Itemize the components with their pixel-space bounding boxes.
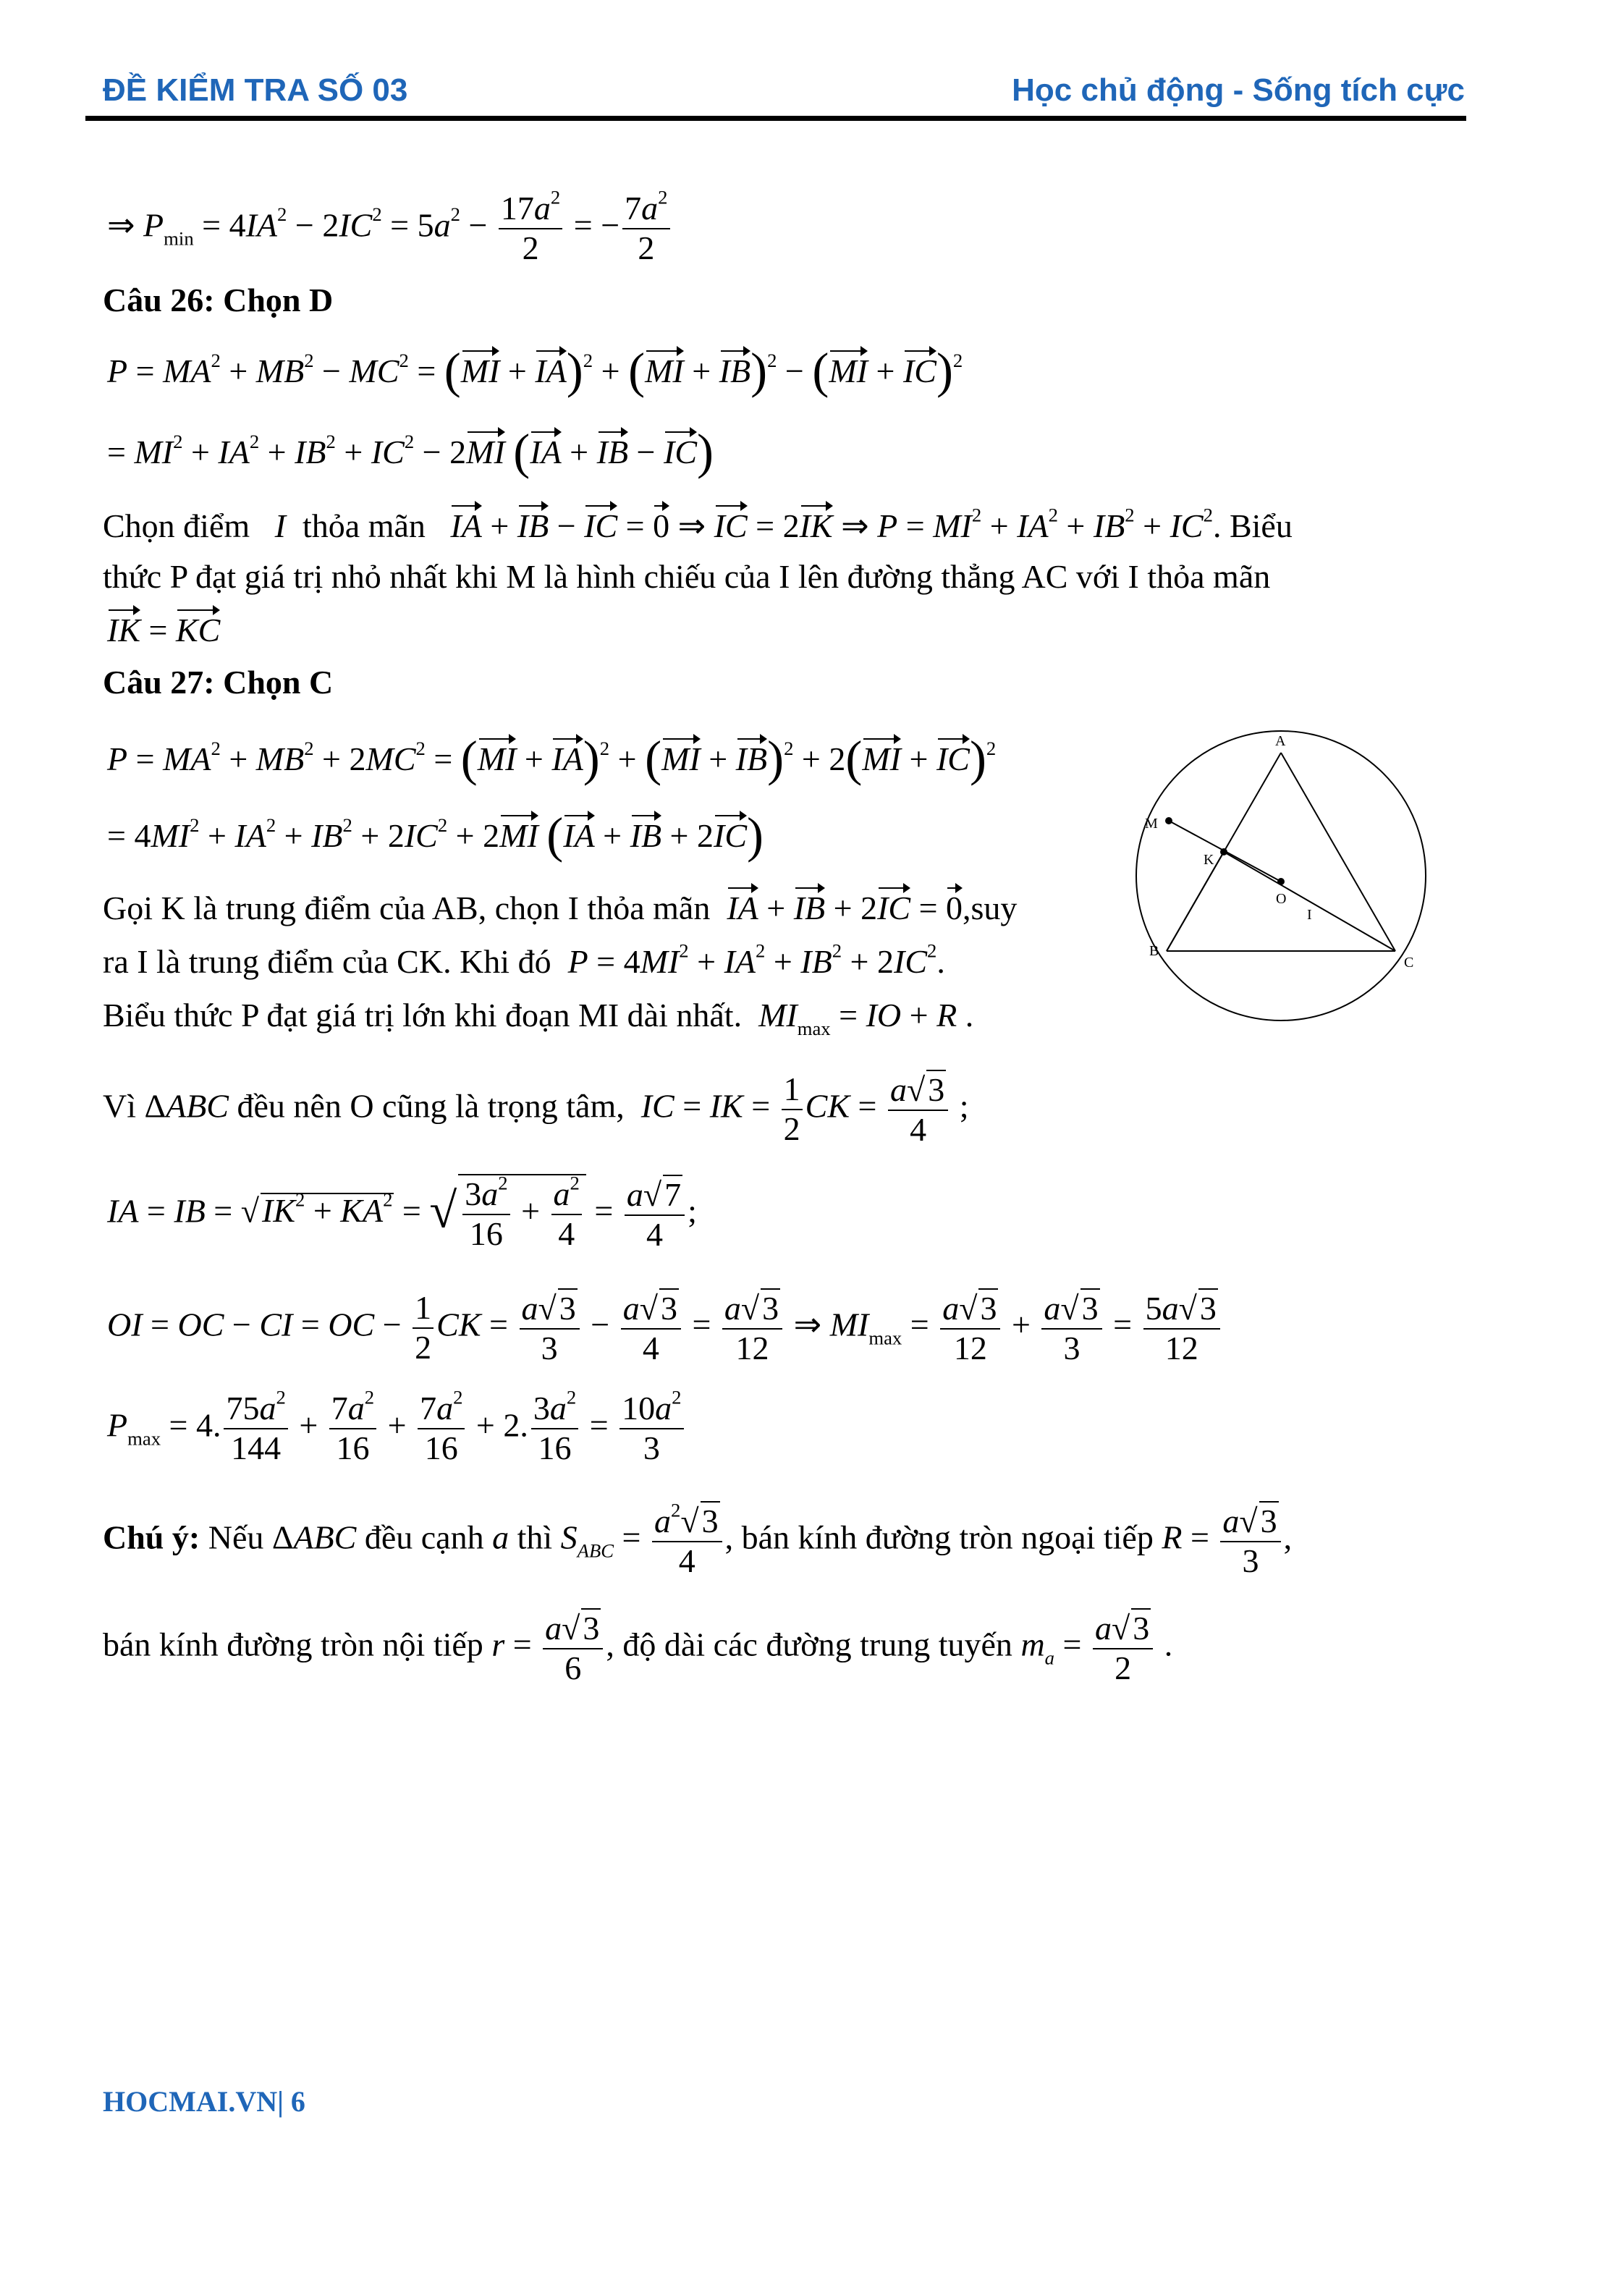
- cau27-paragraph-3: Biểu thức P đạt giá trị lớn khi đoạn MI dài nhất. $MI_{max}$ = IO + R .: [103, 997, 974, 1039]
- text-choose: Chọn điểm: [103, 507, 250, 544]
- header-divider: [85, 116, 1466, 121]
- text-p3: Biểu thức P đạt giá trị lớn khi đoạn MI dài nhất.: [103, 997, 743, 1034]
- text-p1-tail: ,suy: [963, 890, 1018, 926]
- point-o: [1277, 878, 1285, 885]
- geometry-diagram: [1129, 724, 1433, 1028]
- circumcircle: [1136, 731, 1426, 1021]
- label-k: K: [1204, 852, 1214, 868]
- note-text1b: đều cạnh: [364, 1518, 484, 1556]
- cau27-paragraph-1: Gọi K là trung điểm của AB, chọn I thỏa mãn IA + IB + 2IC = 0,suy: [103, 890, 1018, 926]
- cau27-paragraph-4: Vì ΔABC đều nên O cũng là trọng tâm, IC = IK = $\frac{1}{2}$ CK = $\frac{a√3}{4}$ ;: [103, 1070, 969, 1148]
- text-p1: Gọi K là trung điểm của AB, chọn I thỏa mãn: [103, 890, 711, 926]
- cau27-paragraph-2: ra I là trung điểm của CK. Khi đó $P = 4MI^2 + IA^2 + IB^2 + 2IC^2$.: [103, 939, 945, 980]
- cau26-paragraph-1: Chọn điểm I thỏa mãn IA + IB − IC = 0 ⇒ IC = 2IK ⇒ $P = MI^2 + IA^2 + IB^2 + IC^2$. Biểu: [103, 504, 1293, 544]
- label-b: B: [1149, 943, 1159, 959]
- label-i: I: [1307, 907, 1312, 923]
- point-m: [1165, 817, 1172, 824]
- note-label: Chú ý:: [103, 1518, 200, 1556]
- cau27-equation-oi: OI = OC − CI = OC − $\frac{1}{2}$ CK = $\frac{a√3}{3}$ − $\frac{a√3}{4}$ = $\frac{a√3}{12}$ ⇒ $MI_{max}$ = $\frac{a√3}{12}$ + $\frac{a√3}{3}$ = $\frac{5a√3}{12}$: [107, 1288, 1223, 1368]
- cau27-heading: Câu 27: Chọn C: [103, 664, 334, 701]
- cau26-equation-1: $P = MA^2 + MB^2 - MC^2 = (MI + IA)^2 + (MI + IB)^2 - (MI + IC)^2$: [107, 343, 963, 398]
- note-line-2: bán kính đường tròn nội tiếp r = $\frac{a√3}{6}$ , độ dài các đường trung tuyến $m_a$ = $\frac{a√3}{2}$ .: [103, 1610, 1173, 1686]
- text-satisfy: thỏa mãn: [303, 507, 426, 544]
- cau27-equation-pmax: $P_{max} = 4$. $\frac{75a^2}{144}$ + $\frac{7a^2}{16}$ + $\frac{7a^2}{16}$ + 2. $\frac{3a^2}{16}$ = $\frac{10a^2}{3}$: [107, 1390, 687, 1468]
- cau26-equation-2: = $MI^2 + IA^2 + IB^2 + IC^2 - 2MI$ (IA + IB − IC): [107, 424, 714, 479]
- label-c: C: [1404, 955, 1414, 971]
- note-text3: bán kính đường tròn nội tiếp: [103, 1626, 483, 1663]
- side-ac: [1281, 753, 1395, 951]
- label-m: M: [1145, 816, 1158, 832]
- median-ck: [1167, 852, 1224, 951]
- text-expr-end: . Biểu: [1212, 507, 1293, 544]
- header-title-right: Học chủ động - Sống tích cực: [1012, 72, 1465, 108]
- note-line-1: Chú ý: Nếu ΔABC đều cạnh a thì $S_{ABC}$ = $\frac{a^2√3}{4}$ , bán kính đường tròn ngoại tiếp R = $\frac{a√3}{3}$ ,: [103, 1499, 1293, 1579]
- text-p4b: đều nên O cũng là trọng tâm,: [237, 1087, 625, 1125]
- header-title-left: ĐỀ KIỂM TRA SỐ 03: [103, 72, 408, 108]
- segment-kc: [1224, 852, 1395, 951]
- label-a: A: [1275, 733, 1286, 749]
- note-text1c: thì: [517, 1518, 553, 1556]
- equation-pmin: ⇒ $P_{min} = 4IA^2 - 2IC^2 = 5a^2$ − $\frac{17a^2}{2}$ = − $\frac{7a^2}{2}$: [107, 190, 673, 268]
- cau27-equation-ia-ib: IA = IB = $√IK^2 + KA^2$ = √ $\frac{3a^2}{16}$ + $\frac{a^2}{4}$ = $\frac{a√7}{4}$ ;: [107, 1172, 697, 1253]
- note-text4: , độ dài các đường trung tuyến: [606, 1626, 1012, 1663]
- cau26-heading: Câu 26: Chọn D: [103, 282, 334, 318]
- note-text2: , bán kính đường tròn ngoại tiếp: [724, 1518, 1154, 1556]
- text-p2: ra I là trung điểm của CK. Khi đó: [103, 943, 551, 980]
- label-o: O: [1276, 891, 1287, 907]
- footer-page-label: HOCMAI.VN| 6: [103, 2085, 305, 2118]
- cau27-equation-1: $P = MA^2 + MB^2 + 2MC^2 = (MI + IA)^2 + (MI + IB)^2 + 2(MI + IC)^2$: [107, 731, 997, 786]
- point-k: [1220, 848, 1227, 855]
- note-text1: Nếu: [208, 1518, 264, 1556]
- cau26-equation-ik-kc: IK = KC: [107, 612, 221, 648]
- cau27-equation-2: = $4MI^2 + IA^2 + IB^2 + 2IC^2 + 2MI$ (IA + IB + 2IC): [107, 808, 764, 863]
- cau26-paragraph-2: thức P đạt giá trị nhỏ nhất khi M là hình chiếu của I lên đường thẳng AC với I thỏa mãn: [103, 558, 1271, 595]
- text-p4: Vì: [103, 1087, 136, 1125]
